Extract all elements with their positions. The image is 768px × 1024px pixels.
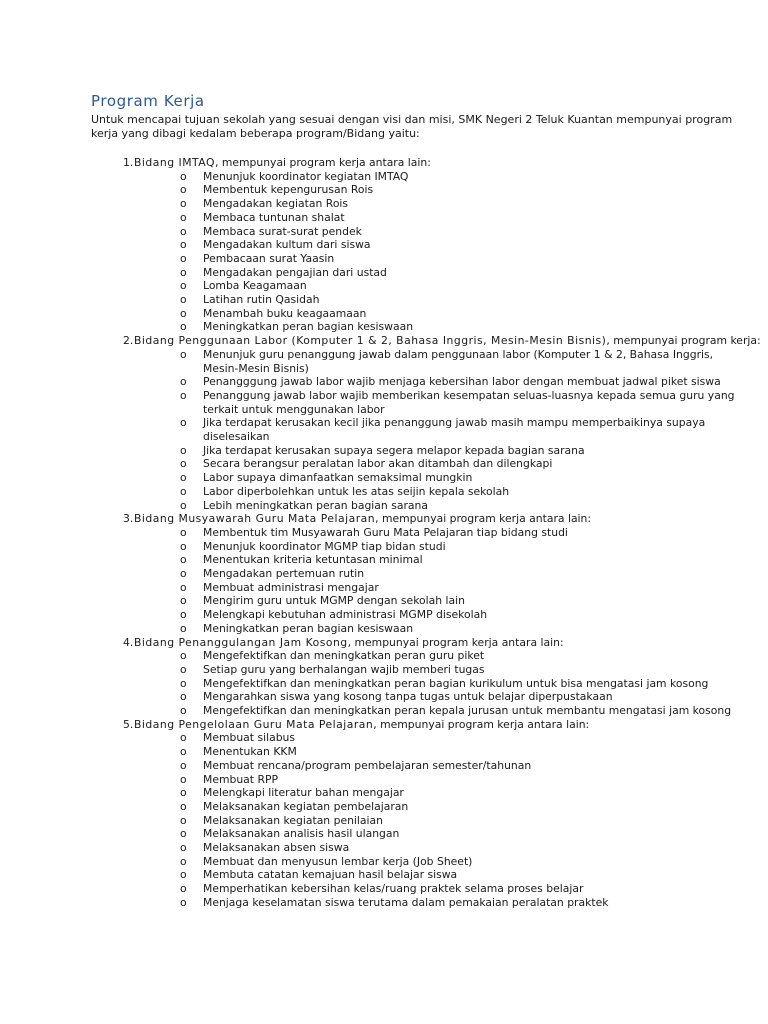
hollow-circle-bullet-icon: o bbox=[180, 786, 187, 800]
list-item-text: Menunjuk koordinator MGMP tiap bidan studi bbox=[203, 539, 446, 553]
list-item-text: Mengefektifkan dan meningkatkan peran bagian kurikulum untuk bisa mengatasi jam kosong bbox=[203, 676, 709, 690]
list-item-text: Mengirim guru untuk MGMP dengan sekolah lain bbox=[203, 594, 466, 608]
list-item-text: Membuat silabus bbox=[203, 731, 296, 745]
section-number: 2. bbox=[123, 334, 134, 348]
section-name: Bidang Pengelolaan Guru Mata Pelajaran bbox=[134, 717, 374, 731]
list-item-text: Lomba Keagamaan bbox=[203, 279, 307, 293]
list-item bbox=[0, 581, 748, 595]
list-item bbox=[0, 238, 748, 252]
section-description: , mempunyai program kerja antara lain: bbox=[373, 717, 590, 731]
list-item bbox=[0, 759, 748, 773]
section-heading bbox=[0, 636, 768, 650]
list-item-text: Mengarahkan siswa yang kosong tanpa tugas untuk belajar diperpustakaan bbox=[203, 690, 613, 704]
hollow-circle-bullet-icon: o bbox=[180, 306, 187, 320]
list-item bbox=[0, 457, 748, 471]
hollow-circle-bullet-icon: o bbox=[180, 293, 187, 307]
list-item bbox=[0, 197, 748, 211]
list-item bbox=[0, 211, 748, 225]
list-item bbox=[0, 471, 748, 485]
hollow-circle-bullet-icon: o bbox=[180, 279, 187, 293]
list-item-text: Memperhatikan kebersihan kelas/ruang praktek selama proses belajar bbox=[203, 882, 584, 896]
list-item-text: Lebih meningkatkan peran bagian sarana bbox=[203, 498, 428, 512]
hollow-circle-bullet-icon: o bbox=[180, 758, 187, 772]
program-section bbox=[0, 512, 768, 635]
list-item bbox=[0, 814, 748, 828]
hollow-circle-bullet-icon: o bbox=[180, 662, 187, 676]
section-name: Bidang Penggunaan Labor (Komputer 1 & 2, Bahasa Inggris, Mesin-Mesin Bisnis) bbox=[134, 334, 607, 348]
hollow-circle-bullet-icon: o bbox=[180, 539, 187, 553]
hollow-circle-bullet-icon: o bbox=[180, 676, 187, 690]
section-description: , mempunyai program kerja antara lain: bbox=[214, 156, 431, 169]
list-item-text: Mengadakan kegiatan Rois bbox=[203, 197, 349, 211]
section-number: 4. bbox=[123, 635, 134, 649]
program-section bbox=[0, 334, 768, 512]
list-item-text: Meningkatkan peran bagian kesiswaan bbox=[203, 621, 414, 635]
list-item bbox=[0, 855, 748, 869]
list-item bbox=[0, 786, 748, 800]
hollow-circle-bullet-icon: o bbox=[180, 251, 187, 265]
list-item bbox=[0, 320, 748, 334]
program-section-list bbox=[0, 156, 768, 910]
list-item-text: Membuat RPP bbox=[203, 772, 278, 786]
hollow-circle-bullet-icon: o bbox=[180, 594, 187, 608]
list-item-text: Mengadakan pengajian dari ustad bbox=[203, 265, 387, 279]
hollow-circle-bullet-icon: o bbox=[180, 690, 187, 704]
intro-paragraph: Untuk mencapai tujuan sekolah yang sesuai dengan visi dan misi, SMK Negeri 2 Teluk Kuantan mempunyai program kerja yang dibagi kedalam beberapa program/Bidang yaitu: bbox=[91, 113, 733, 140]
list-item bbox=[0, 608, 748, 622]
list-item-text: Membuat rencana/program pembelajaran semester/tahunan bbox=[203, 758, 532, 772]
list-item bbox=[0, 279, 748, 293]
hollow-circle-bullet-icon: o bbox=[180, 813, 187, 827]
list-item bbox=[0, 868, 748, 882]
list-item bbox=[0, 567, 748, 581]
section-heading bbox=[0, 512, 768, 526]
list-item-text: Melaksanakan analisis hasil ulangan bbox=[203, 827, 400, 841]
section-name: Bidang IMTAQ bbox=[134, 156, 215, 169]
section-name: Bidang Musyawarah Guru Mata Pelajaran bbox=[134, 512, 376, 526]
list-item bbox=[0, 252, 748, 266]
list-item-text: Membentuk kepengurusan Rois bbox=[203, 183, 374, 197]
list-item-text: Labor diperbolehkan untuk les atas seijin kepala sekolah bbox=[203, 484, 510, 498]
list-item bbox=[0, 649, 748, 663]
section-number: 5. bbox=[123, 717, 134, 731]
hollow-circle-bullet-icon: o bbox=[180, 580, 187, 594]
list-item-text: Menunjuk guru penanggung jawab dalam penggunaan labor (Komputer 1 & 2, Bahasa Inggris, Mesin-Mesin Bisnis) bbox=[203, 347, 714, 375]
list-item bbox=[0, 485, 748, 499]
document-title: Program Kerja bbox=[91, 92, 205, 110]
list-item bbox=[0, 800, 748, 814]
list-item-text: Melaksanakan kegiatan penilaian bbox=[203, 813, 383, 827]
list-item bbox=[0, 773, 748, 787]
list-item bbox=[0, 882, 748, 896]
hollow-circle-bullet-icon: o bbox=[180, 649, 187, 663]
list-item bbox=[0, 622, 748, 636]
section-heading bbox=[0, 156, 768, 170]
list-item bbox=[0, 731, 748, 745]
hollow-circle-bullet-icon: o bbox=[180, 197, 187, 211]
list-item-text: Labor supaya dimanfaatkan semaksimal mungkin bbox=[203, 471, 473, 485]
hollow-circle-bullet-icon: o bbox=[180, 238, 187, 252]
list-item-text: Penangggung jawab labor wajib menjaga kebersihan labor dengan membuat jadwal piket siswa bbox=[203, 375, 721, 389]
list-item bbox=[0, 307, 748, 321]
hollow-circle-bullet-icon: o bbox=[180, 265, 187, 279]
list-item bbox=[0, 841, 748, 855]
program-section bbox=[0, 156, 768, 334]
hollow-circle-bullet-icon: o bbox=[180, 498, 187, 512]
section-description: , mempunyai program kerja antara lain: bbox=[375, 512, 592, 526]
hollow-circle-bullet-icon: o bbox=[180, 471, 187, 485]
hollow-circle-bullet-icon: o bbox=[180, 868, 187, 882]
hollow-circle-bullet-icon: o bbox=[180, 224, 187, 238]
list-item-text: Secara berangsur peralatan labor akan ditambah dan dilengkapi bbox=[203, 457, 553, 471]
hollow-circle-bullet-icon: o bbox=[180, 210, 187, 224]
list-item-text: Membuta catatan kemajuan hasil belajar siswa bbox=[203, 868, 458, 882]
hollow-circle-bullet-icon: o bbox=[180, 183, 187, 197]
section-item-list bbox=[0, 170, 768, 334]
list-item-text: Menentukan KKM bbox=[203, 745, 297, 759]
hollow-circle-bullet-icon: o bbox=[180, 704, 187, 718]
list-item bbox=[0, 704, 748, 718]
hollow-circle-bullet-icon: o bbox=[180, 169, 187, 183]
section-item-list bbox=[0, 526, 768, 636]
section-heading bbox=[0, 334, 768, 348]
list-item-text: Pembacaan surat Yaasin bbox=[203, 251, 335, 265]
list-item bbox=[0, 745, 748, 759]
hollow-circle-bullet-icon: o bbox=[180, 320, 187, 334]
section-description: , mempunyai program kerja antara lain: bbox=[347, 635, 564, 649]
list-item-text: Membuat administrasi mengajar bbox=[203, 580, 379, 594]
hollow-circle-bullet-icon: o bbox=[180, 745, 187, 759]
hollow-circle-bullet-icon: o bbox=[180, 347, 187, 361]
list-item bbox=[0, 553, 748, 567]
list-item bbox=[0, 690, 748, 704]
list-item-text: Penanggung jawab labor wajib memberikan kesempatan seluas-luasnya kepada semua guru yang terkait untuk menggunakan labor bbox=[203, 388, 735, 416]
list-item bbox=[0, 416, 748, 443]
list-item-text: Latihan rutin Qasidah bbox=[203, 293, 320, 307]
list-item bbox=[0, 389, 748, 416]
list-item-text: Menunjuk koordinator kegiatan IMTAQ bbox=[203, 169, 409, 183]
list-item-text: Membaca surat-surat pendek bbox=[203, 224, 362, 238]
section-number: 1. bbox=[123, 156, 134, 169]
list-item-text: Melaksanakan kegiatan pembelajaran bbox=[203, 799, 409, 813]
section-name: Bidang Penanggulangan Jam Kosong bbox=[134, 635, 348, 649]
hollow-circle-bullet-icon: o bbox=[180, 841, 187, 855]
section-heading bbox=[0, 718, 768, 732]
program-section bbox=[0, 718, 768, 910]
list-item bbox=[0, 594, 748, 608]
list-item-text: Mengefektifkan dan meningkatkan peran guru piket bbox=[203, 649, 485, 663]
list-item bbox=[0, 663, 748, 677]
list-item-text: Membaca tuntunan shalat bbox=[203, 210, 345, 224]
hollow-circle-bullet-icon: o bbox=[180, 525, 187, 539]
list-item bbox=[0, 183, 748, 197]
list-item-text: Menjaga keselamatan siswa terutama dalam pemakaian peralatan praktek bbox=[203, 895, 609, 909]
list-item-text: Melaksanakan absen siswa bbox=[203, 841, 350, 855]
hollow-circle-bullet-icon: o bbox=[180, 827, 187, 841]
list-item-text: Meningkatkan peran bagian kesiswaan bbox=[203, 320, 414, 334]
hollow-circle-bullet-icon: o bbox=[180, 854, 187, 868]
list-item-text: Mengefektifkan dan meningkatkan peran kepala jurusan untuk membantu mengatasi jam kosong bbox=[203, 704, 732, 718]
hollow-circle-bullet-icon: o bbox=[180, 553, 187, 567]
hollow-circle-bullet-icon: o bbox=[180, 799, 187, 813]
list-item bbox=[0, 375, 748, 389]
list-item-text: Setiap guru yang berhalangan wajib memberi tugas bbox=[203, 662, 485, 676]
list-item-text: Melengkapi literatur bahan mengajar bbox=[203, 786, 404, 800]
list-item bbox=[0, 293, 748, 307]
section-number: 3. bbox=[123, 512, 134, 526]
program-section bbox=[0, 636, 768, 718]
hollow-circle-bullet-icon: o bbox=[180, 895, 187, 909]
hollow-circle-bullet-icon: o bbox=[180, 416, 187, 430]
hollow-circle-bullet-icon: o bbox=[180, 621, 187, 635]
hollow-circle-bullet-icon: o bbox=[180, 731, 187, 745]
list-item bbox=[0, 526, 748, 540]
list-item bbox=[0, 540, 748, 554]
list-item-text: Membentuk tim Musyawarah Guru Mata Pelajaran tiap bidang studi bbox=[203, 525, 568, 539]
hollow-circle-bullet-icon: o bbox=[180, 443, 187, 457]
list-item-text: Melengkapi kebutuhan administrasi MGMP disekolah bbox=[203, 608, 488, 622]
list-item bbox=[0, 444, 748, 458]
list-item-text: Membuat dan menyusun lembar kerja (Job Sheet) bbox=[203, 854, 473, 868]
list-item-text: Menentukan kriteria ketuntasan minimal bbox=[203, 553, 423, 567]
hollow-circle-bullet-icon: o bbox=[180, 484, 187, 498]
list-item-text: Mengadakan pertemuan rutin bbox=[203, 567, 365, 581]
hollow-circle-bullet-icon: o bbox=[180, 772, 187, 786]
hollow-circle-bullet-icon: o bbox=[180, 375, 187, 389]
list-item-text: Jika terdapat kerusakan kecil jika penanggung jawab masih mampu memperbaikinya supaya diselesaikan bbox=[203, 416, 706, 444]
hollow-circle-bullet-icon: o bbox=[180, 388, 187, 402]
list-item bbox=[0, 499, 748, 513]
section-item-list bbox=[0, 649, 768, 718]
list-item bbox=[0, 896, 748, 910]
list-item-text: Jika terdapat kerusakan supaya segera melapor kepada bagian sarana bbox=[203, 443, 585, 457]
list-item-text: Menambah buku keagaamaan bbox=[203, 306, 367, 320]
list-item bbox=[0, 170, 748, 184]
section-description: , mempunyai program kerja: bbox=[606, 334, 761, 348]
section-item-list bbox=[0, 348, 768, 512]
hollow-circle-bullet-icon: o bbox=[180, 457, 187, 471]
hollow-circle-bullet-icon: o bbox=[180, 567, 187, 581]
list-item bbox=[0, 348, 748, 375]
hollow-circle-bullet-icon: o bbox=[180, 882, 187, 896]
list-item bbox=[0, 266, 748, 280]
list-item bbox=[0, 677, 748, 691]
list-item bbox=[0, 827, 748, 841]
list-item bbox=[0, 225, 748, 239]
hollow-circle-bullet-icon: o bbox=[180, 608, 187, 622]
section-item-list bbox=[0, 731, 768, 909]
list-item-text: Mengadakan kultum dari siswa bbox=[203, 238, 371, 252]
